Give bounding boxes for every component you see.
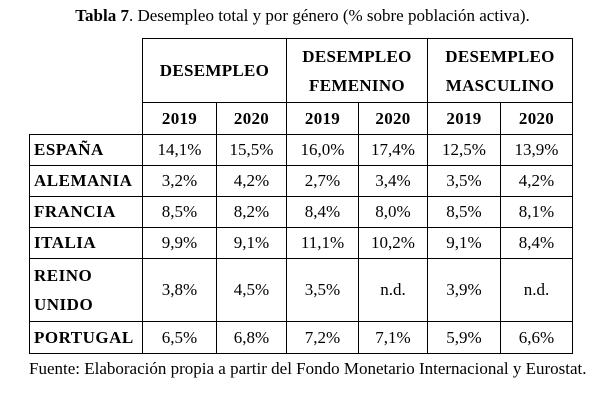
value-cell: 9,1% — [217, 228, 287, 259]
year-header: 2019 — [428, 103, 501, 135]
table-row — [30, 322, 573, 354]
value-cell: 8,0% — [359, 197, 428, 228]
year-header: 2020 — [359, 103, 428, 135]
value-cell: 13,9% — [501, 135, 573, 166]
header-desempleo: DESEMPLEO — [143, 39, 287, 103]
corner-cell — [30, 39, 143, 135]
country-cell: PORTUGAL — [30, 322, 143, 354]
value-cell: 7,2% — [287, 322, 359, 354]
unemployment-table — [29, 38, 573, 354]
value-cell: 15,5% — [217, 135, 287, 166]
value-cell: 17,4% — [359, 135, 428, 166]
value-cell: 9,1% — [428, 228, 501, 259]
country-cell: ALEMANIA — [30, 166, 143, 197]
value-cell: 3,5% — [287, 259, 359, 322]
value-cell: 8,4% — [501, 228, 573, 259]
value-cell: 3,5% — [428, 166, 501, 197]
value-cell: 8,1% — [501, 197, 573, 228]
value-cell: 6,5% — [143, 322, 217, 354]
value-cell: 2,7% — [287, 166, 359, 197]
value-cell: 3,2% — [143, 166, 217, 197]
value-cell: 8,4% — [287, 197, 359, 228]
country-cell: ITALIA — [30, 228, 143, 259]
value-cell: 6,6% — [501, 322, 573, 354]
table-row — [30, 259, 573, 322]
table-row — [30, 197, 573, 228]
value-cell: 12,5% — [428, 135, 501, 166]
value-cell: 8,5% — [428, 197, 501, 228]
group-header-row — [30, 39, 573, 103]
country-cell: ESPAÑA — [30, 135, 143, 166]
table-row — [30, 228, 573, 259]
value-cell: 11,1% — [287, 228, 359, 259]
table-caption — [0, 6, 605, 26]
country-cell: REINO UNIDO — [30, 259, 143, 322]
table-row — [30, 166, 573, 197]
value-cell: 6,8% — [217, 322, 287, 354]
value-cell: 4,5% — [217, 259, 287, 322]
year-header: 2020 — [217, 103, 287, 135]
value-cell: 3,4% — [359, 166, 428, 197]
year-header: 2019 — [287, 103, 359, 135]
value-cell: 9,9% — [143, 228, 217, 259]
value-cell: n.d. — [501, 259, 573, 322]
caption-text: . Desempleo total y por género (% sobre población activa). — [128, 6, 530, 25]
year-header: 2019 — [143, 103, 217, 135]
value-cell: 10,2% — [359, 228, 428, 259]
value-cell: 16,0% — [287, 135, 359, 166]
source-note: Fuente: Elaboración propia a partir del Fondo Monetario Internacional y Eurostat. — [29, 359, 587, 378]
value-cell: 8,5% — [143, 197, 217, 228]
value-cell: 4,2% — [217, 166, 287, 197]
value-cell: 3,9% — [428, 259, 501, 322]
value-cell: 5,9% — [428, 322, 501, 354]
value-cell: 14,1% — [143, 135, 217, 166]
value-cell: 8,2% — [217, 197, 287, 228]
value-cell: 7,1% — [359, 322, 428, 354]
value-cell: n.d. — [359, 259, 428, 322]
value-cell: 4,2% — [501, 166, 573, 197]
value-cell: 3,8% — [143, 259, 217, 322]
year-header: 2020 — [501, 103, 573, 135]
caption-label: Tabla 7 — [75, 6, 129, 25]
country-cell: FRANCIA — [30, 197, 143, 228]
header-desempleo-femenino: DESEMPLEO FEMENINO — [287, 39, 428, 103]
table-row — [30, 135, 573, 166]
header-desempleo-masculino: DESEMPLEO MASCULINO — [428, 39, 573, 103]
